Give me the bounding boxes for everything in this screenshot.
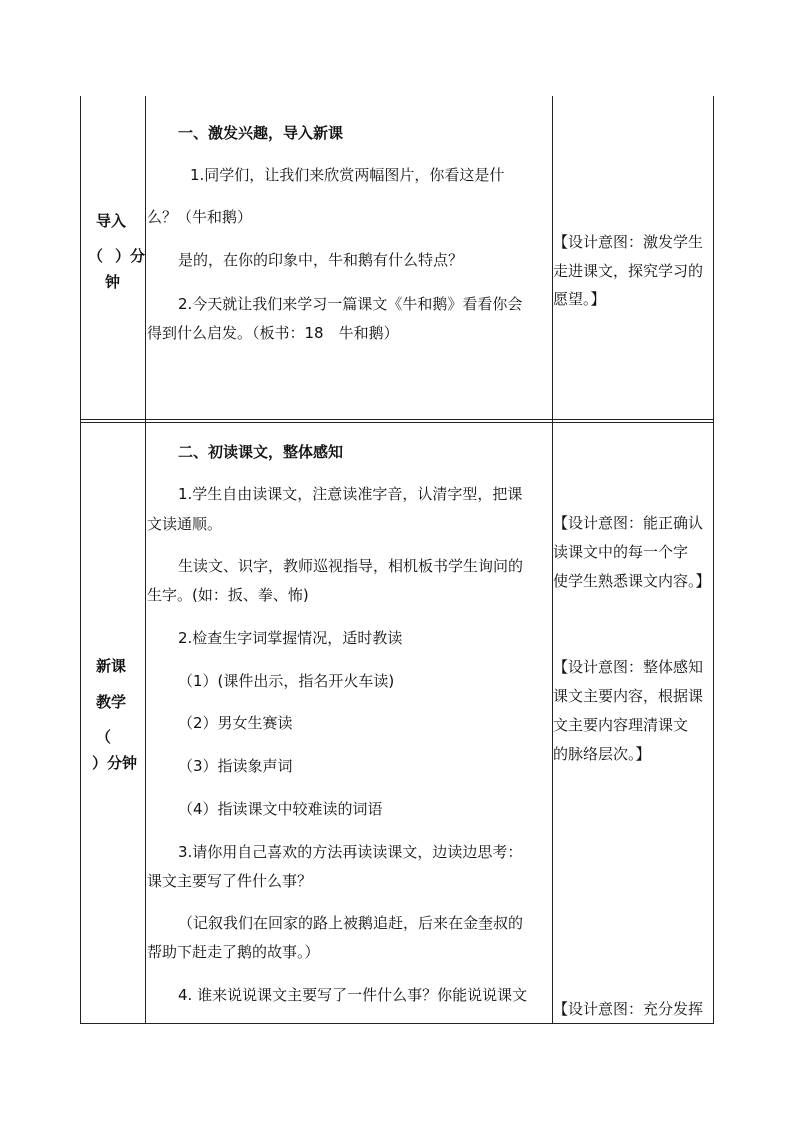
design-note-line: 走进课文，探究学习的 [553, 262, 704, 280]
stage-label-line2: 教学 [96, 693, 127, 711]
stage-label-line1: 导入 [96, 212, 127, 230]
design-note-line: 的脉络层次。】 [553, 745, 651, 763]
content-line: 2.今天就让我们来学习一篇课文《牛和鹅》看看你会 [178, 295, 523, 313]
content-line: （记叙我们在回家的路上被鹅追赶，后来在金奎叔的 [178, 914, 524, 932]
design-note-line: 【设计意图：充分发挥 [553, 1000, 704, 1018]
table-right-border [713, 96, 714, 1024]
design-note-line: 读课文中的每一个字 [553, 543, 689, 561]
content-line: （3）指读象声词 [178, 757, 293, 775]
content-line: 是的，在你的印象中，牛和鹅有什么特点？ [178, 251, 464, 269]
content-line: 帮助下赶走了鹅的故事。） [147, 943, 320, 961]
content-line: （4）指读课文中较难读的词语 [178, 800, 383, 818]
design-note-line: 【设计意图：激发学生 [553, 233, 704, 251]
design-note-line: 使学生熟悉课文内容。】 [553, 572, 711, 590]
content-line: 1.学生自由读课文，注意读准字音，认清字型，把课 [178, 485, 523, 503]
stage-label-line3: 钟 [105, 273, 121, 291]
stage-label-minutes: ）分 [115, 247, 146, 265]
stage-label-minutes: ）分钟 [92, 754, 138, 772]
content-line: 课文主要写了件什么事？ [147, 872, 313, 890]
content-line: 文读通顺。 [147, 515, 223, 533]
content-line: （2）男女生赛读 [178, 714, 293, 732]
stage-label-line1: 新课 [96, 657, 127, 675]
content-line: （1）(课件出示，指名开火车读) [178, 672, 395, 690]
section-heading: 二、初读课文，整体感知 [178, 443, 344, 461]
stage-label-paren: （ [96, 728, 112, 746]
table-col-divider-1 [145, 96, 146, 1024]
design-note-line: 【设计意图：整体感知 [553, 658, 704, 676]
section-heading: 一、激发兴趣，导入新课 [178, 124, 344, 142]
content-line: 么？（牛和鹅） [147, 208, 253, 226]
content-line: 生读文、识字，教师巡视指导，相机板书学生询问的 [178, 557, 524, 575]
content-line: 得到什么启发。（板书：18 牛和鹅） [147, 324, 399, 342]
table-left-border [80, 96, 81, 1024]
content-line: 3.请你用自己喜欢的方法再读读课文，边读边思考： [178, 843, 523, 861]
design-note-line: 文主要内容理清课文 [553, 716, 689, 734]
content-line: 2.检查生字词掌握情况，适时教读 [178, 629, 403, 647]
table-bottom-border [80, 1023, 714, 1024]
design-note-line: 愿望。】 [553, 290, 606, 308]
content-line: 4. 谁来说说课文主要写了一件什么事？你能说说课文 [178, 986, 528, 1004]
stage-label-paren: （ [88, 247, 104, 265]
content-line: 1.同学们，让我们来欣赏两幅图片，你看这是什 [190, 166, 505, 184]
design-note-line: 课文主要内容，根据课 [553, 687, 704, 705]
content-line: 生字。(如：扳、拳、怖) [147, 586, 309, 604]
table-row-divider-2 [80, 422, 714, 423]
table-row-divider [80, 419, 714, 420]
design-note-line: 【设计意图：能正确认 [553, 514, 704, 532]
